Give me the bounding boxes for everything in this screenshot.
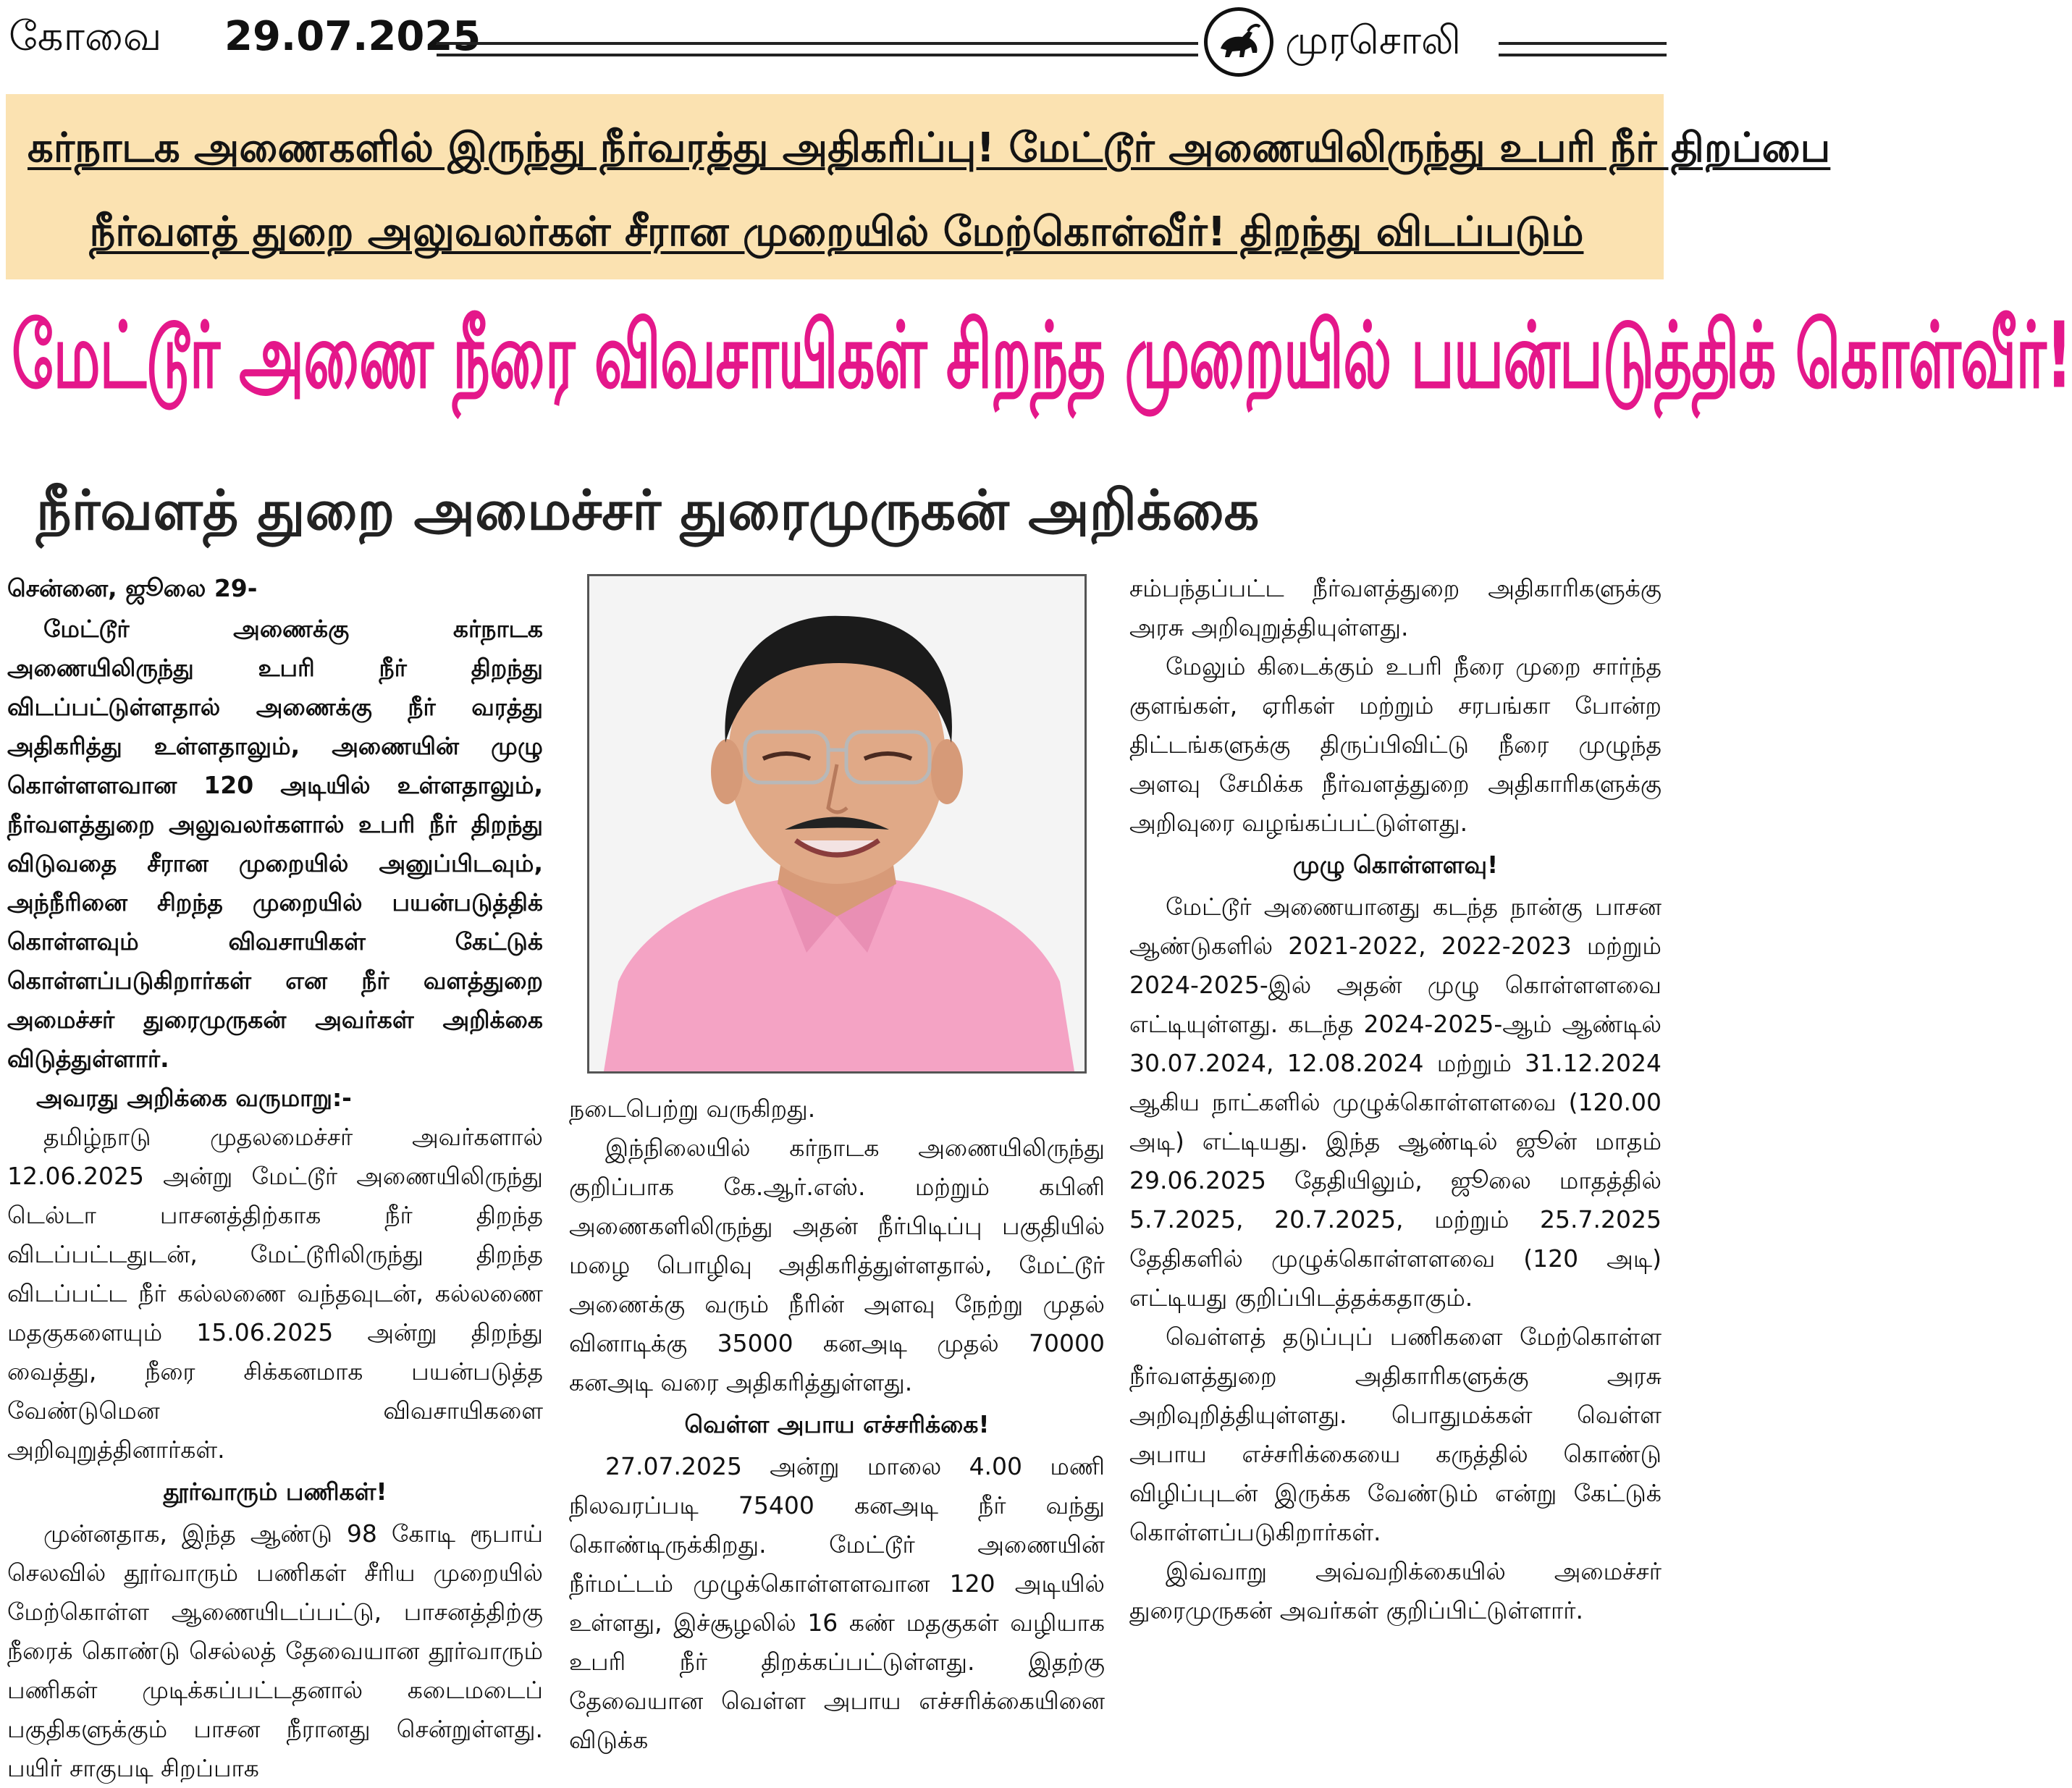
section-heading-1: தூர்வாரும் பணிகள்! (163, 1477, 387, 1506)
bull-logo-icon (1204, 7, 1273, 77)
paragraph-6: சம்பந்தப்பட்ட நீர்வளத்துறை அதிகாரிகளுக்கு அரசு அறிவுறுத்தியுள்ளது. (1129, 574, 1662, 641)
column-2 (569, 1089, 1105, 1760)
paragraph-3: நடைபெற்று வருகிறது. (569, 1095, 816, 1123)
headline: மேட்டூர் அணை நீரை விவசாயிகள் சிறந்த முறையில் பயன்படுத்திக் கொள்வீர்! (12, 304, 2072, 410)
paragraph-7: மேலும் கிடைக்கும் உபரி நீரை முறை சார்ந்த குளங்கள், ஏரிகள் மற்றும் சரபங்கா போன்ற திட்டங்களுக்கு திருப்பிவிட்டு நீரை முழுந்த அளவு சேமிக்க நீர்வளத்துறை அதிகாரிகளுக்கு அறிவுரை வழங்கப்பட்டுள்ளது. (1129, 652, 1662, 837)
paragraph-1: தமிழ்நாடு முதலமைச்சர் அவர்களால் 12.06.2025 அன்று மேட்டூர் அணையிலிருந்து டெல்டா பாசனத்திற்காக நீர் திறந்த விடப்பட்டதுடன், மேட்டூரிலிருந்து திறந்த விடப்பட்ட நீர் கல்லணை வந்தவுடன், கல்லணை மதகுகளையும் 15.06.2025 அன்று திறந்து வைத்து, நீரை சிக்கனமாக பயன்படுத்த வேண்டுமென விவசாயிகளை அறிவுறுத்தினார்கள். (7, 1123, 543, 1464)
masthead-rule-right (1499, 42, 1667, 56)
masthead (0, 0, 1667, 90)
masthead-paper-name: முரசொலி (1285, 17, 1461, 63)
paragraph-5: 27.07.2025 அன்று மாலை 4.00 மணி நிலவரப்படி 75400 கனஅடி நீர் வந்து கொண்டிருக்கிறது. மேட்டூர் அணையின் நீர்மட்டம் முழுக்கொள்ளளவான 120 அடியில் உள்ளது, இச்சூழலில் 16 கண் மதகுகள் வழியாக உபரி நீர் திறக்கப்பட்டுள்ளது. இதற்கு தேவையான வெள்ள அபாய எச்சரிக்கையினை விடுக்க (569, 1452, 1105, 1754)
column-3 (1129, 569, 1662, 1630)
lead-paragraph: மேட்டூர் அணைக்கு கர்நாடக அணையிலிருந்து உபரி நீர் திறந்து விடப்பட்டுள்ளதால் அணைக்கு நீர் வரத்து அதிகரித்து உள்ளதாலும், அணையின் முழு கொள்ளளவான 120 அடியில் உள்ளதாலும், நீர்வளத்துறை அலுவலர்களால் உபரி நீர் திறந்து விடுவதை சீரான முறையில் அனுப்பிடவும், அந்நீரினை சிறந்த முறையில் பயன்படுத்திக் கொள்ளவும் விவசாயிகள் கேட்டுக் கொள்ளப்படுகிறார்கள் என நீர் வளத்துறை அமைச்சர் துரைமுருகன் அவர்கள் அறிக்கை விடுத்துள்ளார். (7, 615, 543, 1073)
paragraph-4: இந்நிலையில் கர்நாடக அணையிலிருந்து குறிப்பாக கே.ஆர்.எஸ். மற்றும் கபினி அணைகளிலிருந்து அதன் நீர்பிடிப்பு பகுதியில் மழை பொழிவு அதிகரித்துள்ளதால், மேட்டூர் அணைக்கு வரும் நீரின் அளவு நேற்று முதல் வினாடிக்கு 35000 கனஅடி முதல் 70000 கனஅடி வரை அதிகரித்துள்ளது. (569, 1134, 1105, 1396)
masthead-date: 29.07.2025 (224, 13, 481, 60)
paragraph-9: வெள்ளத் தடுப்புப் பணிகளை மேற்கொள்ள நீர்வளத்துறை அதிகாரிகளுக்கு அரசு அறிவுறித்தியுள்ளது. பொதுமக்கள் வெள்ள அபாய எச்சரிக்கையை கருத்தில் கொண்டு விழிப்புடன் இருக்க வேண்டும் என்று கேட்டுக் கொள்ளப்படுகிறார்கள். (1129, 1323, 1662, 1546)
column-1 (7, 569, 543, 1788)
section-heading-3: முழு கொள்ளளவு! (1292, 851, 1499, 879)
section-heading-2: வெள்ள அபாய எச்சரிக்கை! (684, 1410, 990, 1438)
paragraph-8: மேட்டூர் அணையானது கடந்த நான்கு பாசன ஆண்டுகளில் 2021-2022, 2022-2023 மற்றும் 2024-2025-இல் அதன் முழு கொள்ளளவை எட்டியுள்ளது. கடந்த 2024-2025-ஆம் ஆண்டில் 30.07.2024, 12.08.2024 மற்றும் 31.12.2024 ஆகிய நாட்களில் முழுக்கொள்ளளவை (120.00 அடி) எட்டியது. இந்த ஆண்டில் ஜூன் மாதம் 29.06.2025 தேதியிலும், ஜூலை மாதத்தில் 5.7.2025, 20.7.2025, மற்றும் 25.7.2025 தேதிகளில் முழுக்கொள்ளளவை (120 அடி) எட்டியது குறிப்பிடத்தக்கதாகும். (1129, 893, 1662, 1312)
subhead-line-1: கர்நாடக அணைகளில் இருந்து நீர்வரத்து அதிகரிப்பு! மேட்டூர் அணையிலிருந்து உபரி நீர் திறப்பை (28, 125, 1831, 172)
subheadline: நீர்வளத் துறை அமைச்சர் துரைமுருகன் அறிக்கை (36, 478, 1260, 542)
dateline: சென்னை, ஜூலை 29- (7, 574, 258, 602)
masthead-city: கோவை (9, 13, 162, 60)
paragraph-2: முன்னதாக, இந்த ஆண்டு 98 கோடி ரூபாய் செலவில் தூர்வாரும் பணிகள் சீரிய முறையில் மேற்கொள்ள ஆணையிடப்பட்டு, பாசனத்திற்கு நீரைக் கொண்டு செல்லத் தேவையான தூர்வாரும் பணிகள் முடிக்கப்பட்டதனால் கடைமடைப் பகுதிகளுக்கும் பாசன நீரானது சென்றுள்ளது. பயிர் சாகுபடி சிறப்பாக (7, 1519, 543, 1782)
subhead-band (6, 94, 1831, 279)
headline-block (4, 290, 2072, 456)
masthead-rule-left (437, 42, 1198, 56)
subhead-line-2: நீர்வளத் துறை அலுவலர்கள் சீரான முறையில் மேற்கொள்வீர்! திறந்து விடப்படும் (89, 208, 1584, 256)
intro-label: அவரது அறிக்கை வருமாறு:- (36, 1084, 352, 1112)
paragraph-10: இவ்வாறு அவ்வறிக்கையில் அமைச்சர் துரைமுருகன் அவர்கள் குறிப்பிட்டுள்ளார். (1129, 1557, 1662, 1624)
minister-photo (587, 574, 1087, 1074)
